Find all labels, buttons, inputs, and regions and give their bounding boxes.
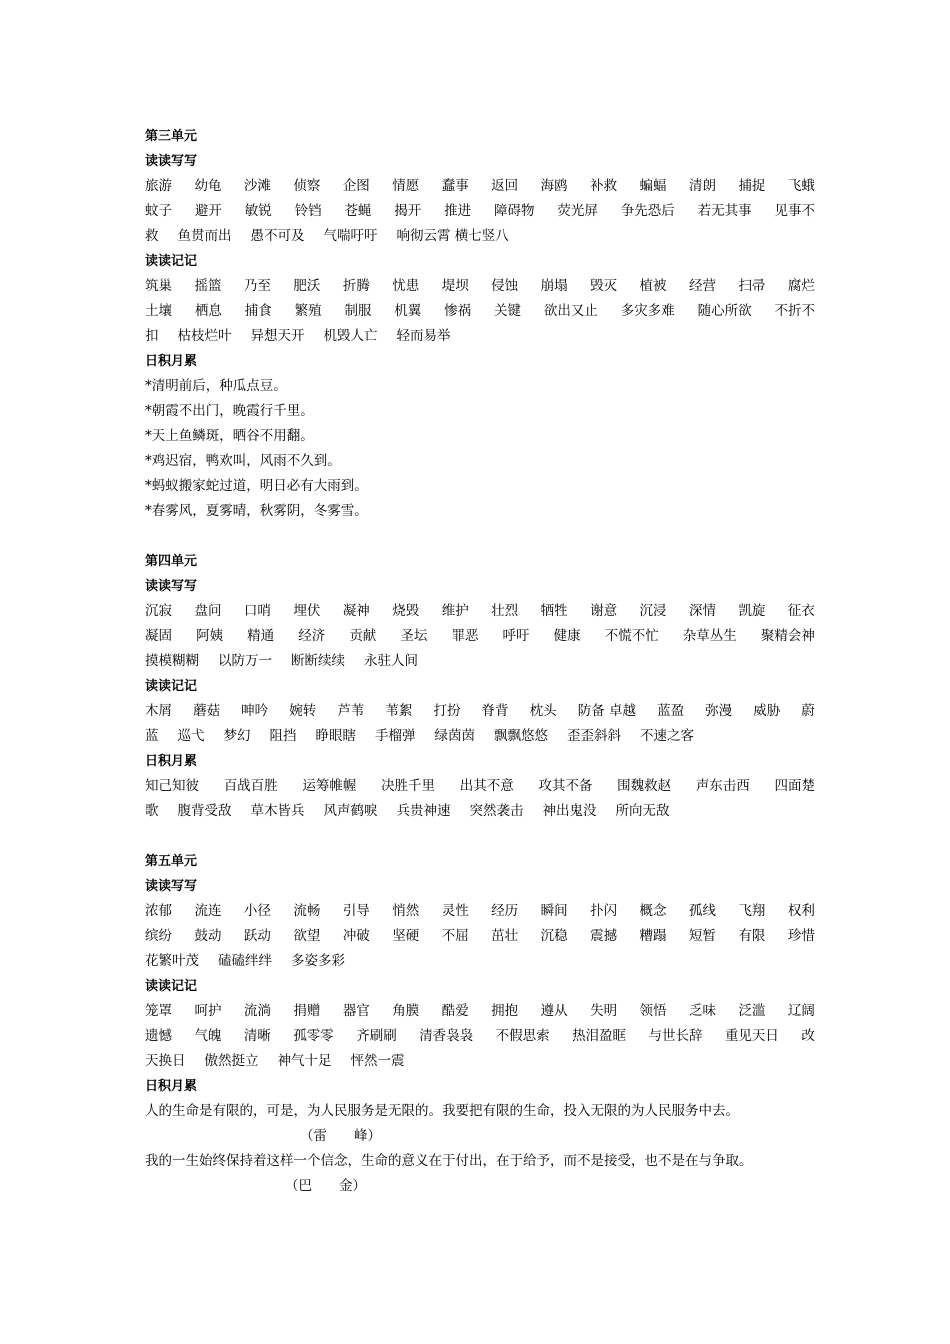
vocab-word: 障碍物: [494, 203, 535, 219]
vocab-word: 烧毁: [392, 603, 420, 619]
vocab-word: 捐赠: [293, 1003, 321, 1019]
section-heading: 读读记记: [145, 254, 198, 269]
vocab-word: 短暂: [688, 928, 716, 944]
vocab-word: 概念: [639, 903, 667, 919]
vocab-word: 神出鬼没: [542, 803, 597, 819]
vocab-word: 飞翔: [738, 903, 766, 919]
vocab-word: 器官: [342, 1003, 370, 1019]
vocab-word: 傲然挺立: [204, 1053, 259, 1069]
vocab-word: 领悟: [639, 1003, 667, 1019]
vocab-word: 扣: [145, 328, 159, 344]
word-row: [145, 324, 815, 349]
vocab-word: 茁壮: [491, 928, 519, 944]
vocab-word: 呵护: [194, 1003, 222, 1019]
vocab-word: 苇絮: [385, 703, 413, 719]
vocab-word: 孤线: [688, 903, 716, 919]
vocab-word: 神气十足: [277, 1053, 332, 1069]
vocab-word: 救: [145, 228, 159, 244]
vocab-word: 百战百胜: [223, 778, 278, 794]
vocab-word: 磕磕绊绊: [218, 953, 272, 969]
vocab-word: 围魏救赵: [617, 778, 672, 794]
text-line: 人的生命是有限的，可是，为人民服务是无限的。我要把有限的生命，投入无限的为人民服务中去。: [145, 1103, 739, 1119]
text-line: *鸡迟宿，鸭欢叫，风雨不久到。: [145, 453, 341, 469]
vocab-word: 凝神: [342, 603, 370, 619]
vocab-word: 精通: [247, 628, 275, 644]
vocab-word: 打扮: [433, 703, 461, 719]
vocab-word: 角膜: [392, 1003, 420, 1019]
vocab-word: 捕食: [244, 303, 272, 319]
section-heading: 日积月累: [145, 354, 198, 369]
vocab-word: 蔚: [801, 703, 815, 719]
word-row: [145, 199, 815, 224]
word-row: [145, 649, 815, 674]
vocab-word: 机毁人亡: [323, 328, 378, 344]
vocab-word: 土壤: [145, 303, 172, 319]
vocab-word: 气魄: [194, 1028, 222, 1044]
vocab-word: 深情: [688, 603, 716, 619]
word-row: [145, 1024, 815, 1049]
word-row: [145, 599, 815, 624]
vocab-word: 绿茵茵: [434, 728, 475, 744]
section-heading: 日积月累: [145, 754, 198, 769]
vocab-word: 捕捉: [738, 178, 766, 194]
vocab-word: 植被: [639, 278, 667, 294]
vocab-word: 天换日: [145, 1053, 186, 1069]
section-heading: 读读写写: [145, 579, 198, 594]
vocab-word: 阿姨: [196, 628, 224, 644]
vocab-word: 铃铛: [294, 203, 322, 219]
vocab-word: 若无其事: [697, 203, 752, 219]
vocab-word: 蘑菇: [193, 703, 221, 719]
vocab-word: 机翼: [394, 303, 422, 319]
section-heading: 读读记记: [145, 979, 198, 994]
vocab-word: 突然袭击: [469, 803, 524, 819]
vocab-word: 草木皆兵: [250, 803, 305, 819]
text-line: *天上鱼鳞斑，晒谷不用翻。: [145, 428, 314, 444]
vocab-word: 震撼: [590, 928, 618, 944]
vocab-word: 愚不可及: [250, 228, 305, 244]
vocab-word: 不速之客: [640, 728, 694, 744]
word-row: [145, 774, 815, 799]
vocab-word: 苍蝇: [344, 203, 372, 219]
vocab-word: 杂草丛生: [682, 628, 737, 644]
vocab-word: 拥抱: [491, 1003, 519, 1019]
text-line: （巴 金）: [285, 1178, 366, 1194]
vocab-word: 怦然一震: [350, 1053, 405, 1069]
vocab-word: 蓝: [145, 728, 159, 744]
vocab-word: 摸模糊糊: [145, 653, 199, 669]
vocab-word: 木屑: [145, 703, 172, 719]
vocab-word: 流淌: [243, 1003, 271, 1019]
vocab-word: 腹背受敌: [177, 803, 232, 819]
unit-title: 第三单元: [145, 129, 198, 144]
vocab-word: 气喘吁吁: [323, 228, 378, 244]
vocab-word: 牺牲: [540, 603, 568, 619]
vocab-word: 揭开: [394, 203, 422, 219]
vocab-word: 口哨: [243, 603, 271, 619]
vocab-word: 鼓动: [194, 928, 222, 944]
vocab-word: 辽阔: [787, 1003, 815, 1019]
vocab-word: 以防万一: [218, 653, 272, 669]
vocab-word: 忧患: [392, 278, 420, 294]
vocab-word: 跃动: [243, 928, 271, 944]
vocab-word: 推进: [444, 203, 472, 219]
vocab-word: 清朗: [688, 178, 716, 194]
vocab-word: 扑闪: [590, 903, 618, 919]
vocab-word: 乏味: [688, 1003, 716, 1019]
vocab-word: 沙滩: [243, 178, 271, 194]
vocab-word: 灵性: [441, 903, 469, 919]
vocab-word: 轻而易举: [396, 328, 451, 344]
vocab-word: 聚精会神: [760, 628, 815, 644]
text-line: 我的一生始终保持着这样一个信念，生命的意义在于付出，在于给予，而不是接受，也不是在与争取。: [145, 1153, 753, 1169]
vocab-word: 齐刷刷: [356, 1028, 397, 1044]
vocab-word: 企图: [342, 178, 370, 194]
vocab-word: 不慌不忙: [604, 628, 659, 644]
vocab-word: 决胜千里: [381, 778, 436, 794]
vocab-word: 巡弋: [177, 728, 205, 744]
text-line: （雷 峰）: [300, 1128, 381, 1144]
vocab-word: 制服: [344, 303, 372, 319]
vocab-word: 腐烂: [787, 278, 815, 294]
word-row: [145, 1049, 815, 1074]
vocab-word: 糟蹋: [639, 928, 667, 944]
vocab-word: 堤坝: [441, 278, 469, 294]
vocab-word: 引导: [342, 903, 370, 919]
vocab-word: 圣坛: [400, 628, 428, 644]
vocab-word: 沉寂: [145, 603, 172, 619]
vocab-word: 征衣: [787, 603, 815, 619]
vocab-word: 攻其不备: [538, 778, 593, 794]
vocab-word: 梦幻: [223, 728, 251, 744]
vocab-word: 遵从: [540, 1003, 568, 1019]
unit-title: 第五单元: [145, 854, 198, 869]
vocab-word: 阻挡: [269, 728, 297, 744]
document: [145, 124, 815, 1199]
vocab-word: 惨祸: [444, 303, 472, 319]
text-line: *春雾风，夏雾晴，秋雾阴，冬雾雪。: [145, 503, 368, 519]
vocab-word: 异想天开: [250, 328, 305, 344]
vocab-word: 所向无敌: [615, 803, 670, 819]
vocab-word: 流连: [194, 903, 222, 919]
vocab-word: 情愿: [392, 178, 420, 194]
vocab-word: 维护: [441, 603, 469, 619]
vocab-word: 断断续续: [291, 653, 345, 669]
word-row: [145, 624, 815, 649]
vocab-word: 改: [801, 1028, 815, 1044]
vocab-word: 笼罩: [145, 1003, 172, 1019]
vocab-word: 遗憾: [145, 1028, 172, 1044]
vocab-word: 罪恶: [451, 628, 479, 644]
vocab-word: 经历: [491, 903, 519, 919]
vocab-word: 悄然: [392, 903, 420, 919]
vocab-word: 枯枝烂叶: [177, 328, 232, 344]
word-row: [145, 174, 815, 199]
vocab-word: 蝙蝠: [639, 178, 667, 194]
vocab-word: 威胁: [753, 703, 781, 719]
word-row: [145, 224, 815, 249]
vocab-word: 清晰: [243, 1028, 271, 1044]
vocab-word: 出其不意: [459, 778, 514, 794]
vocab-word: 侵蚀: [491, 278, 519, 294]
vocab-word: 流畅: [293, 903, 321, 919]
vocab-word: 婉转: [289, 703, 317, 719]
vocab-word: 侦察: [293, 178, 321, 194]
vocab-word: 多灾多难: [620, 303, 675, 319]
vocab-word: 弥漫: [705, 703, 733, 719]
unit-title: 第四单元: [145, 554, 198, 569]
vocab-word: 避开: [194, 203, 222, 219]
vocab-word: 折腾: [342, 278, 370, 294]
word-row: [145, 999, 815, 1024]
vocab-word: 孤零零: [293, 1028, 334, 1044]
vocab-word: 欲出又止: [543, 303, 598, 319]
vocab-word: 不假思索: [495, 1028, 550, 1044]
vocab-word: 经营: [688, 278, 716, 294]
vocab-word: 摇篮: [194, 278, 222, 294]
section-heading: 日积月累: [145, 1079, 198, 1094]
vocab-word: 飘飘悠悠: [494, 728, 548, 744]
vocab-word: 随心所欲: [697, 303, 752, 319]
vocab-word: 鱼贯而出: [177, 228, 232, 244]
vocab-word: 与世长辞: [648, 1028, 703, 1044]
vocab-word: 清香袅袅: [419, 1028, 474, 1044]
vocab-word: 崩塌: [540, 278, 568, 294]
text-line: *清明前后，种瓜点豆。: [145, 378, 287, 394]
vocab-word: 筑巢: [145, 278, 172, 294]
vocab-word: 手榴弹: [375, 728, 416, 744]
vocab-word: 幼龟: [194, 178, 222, 194]
word-row: [145, 799, 815, 824]
word-row: [145, 899, 815, 924]
vocab-word: 芦苇: [337, 703, 365, 719]
vocab-word: 声东击西: [695, 778, 750, 794]
vocab-word: 呻吟: [241, 703, 269, 719]
vocab-word: 浓郁: [145, 903, 172, 919]
vocab-word: 防备 卓越: [577, 703, 636, 719]
vocab-word: 泛滥: [738, 1003, 766, 1019]
vocab-word: 坚硬: [392, 928, 420, 944]
word-row: [145, 924, 815, 949]
vocab-word: 蚊子: [145, 203, 172, 219]
vocab-word: 飞蛾: [787, 178, 815, 194]
text-line: *蚂蚁搬家蛇过道，明日必有大雨到。: [145, 478, 368, 494]
vocab-word: 蓝盈: [657, 703, 685, 719]
vocab-word: 荧光屏: [557, 203, 598, 219]
vocab-word: 肥沃: [293, 278, 321, 294]
vocab-word: 热泪盈眶: [572, 1028, 627, 1044]
vocab-word: 缤纷: [145, 928, 172, 944]
vocab-word: 健康: [553, 628, 581, 644]
vocab-word: 睁眼瞎: [315, 728, 356, 744]
vocab-word: 不折不: [774, 303, 815, 319]
vocab-word: 多姿多彩: [291, 953, 345, 969]
vocab-word: 沉浸: [639, 603, 667, 619]
vocab-word: 冲破: [342, 928, 370, 944]
vocab-word: 经济: [298, 628, 326, 644]
vocab-word: 埋伏: [293, 603, 321, 619]
text-line: *朝霞不出门，晚霞行千里。: [145, 403, 314, 419]
vocab-word: 花繁叶茂: [145, 953, 199, 969]
vocab-word: 乃至: [243, 278, 271, 294]
vocab-word: 权利: [787, 903, 815, 919]
vocab-word: 凝固: [145, 628, 172, 644]
vocab-word: 知己知彼: [145, 778, 199, 794]
vocab-word: 兵贵神速: [396, 803, 451, 819]
vocab-word: 敏锐: [244, 203, 272, 219]
vocab-word: 风声鹤唳: [323, 803, 378, 819]
vocab-word: 欲望: [293, 928, 321, 944]
vocab-word: 壮烈: [491, 603, 519, 619]
vocab-word: 谢意: [590, 603, 618, 619]
vocab-word: 繁殖: [294, 303, 322, 319]
vocab-word: 四面楚: [774, 778, 815, 794]
vocab-word: 脊背: [481, 703, 509, 719]
vocab-word: 补救: [590, 178, 618, 194]
vocab-word: 珍惜: [787, 928, 815, 944]
vocab-word: 失明: [590, 1003, 618, 1019]
section-heading: 读读写写: [145, 879, 198, 894]
word-row: [145, 949, 815, 974]
section-heading: 读读记记: [145, 679, 198, 694]
vocab-word: 呼吁: [502, 628, 530, 644]
vocab-word: 见事不: [774, 203, 815, 219]
word-row: [145, 274, 815, 299]
vocab-word: 旅游: [145, 178, 172, 194]
vocab-word: 盘问: [194, 603, 222, 619]
spacer: [145, 524, 815, 549]
vocab-word: 不屈: [441, 928, 469, 944]
vocab-word: 蠢事: [441, 178, 469, 194]
vocab-word: 重见天日: [724, 1028, 779, 1044]
spacer: [145, 824, 815, 849]
vocab-word: 永驻人间: [364, 653, 418, 669]
section-heading: 读读写写: [145, 154, 198, 169]
vocab-word: 酷爱: [441, 1003, 469, 1019]
vocab-word: 扫帚: [738, 278, 766, 294]
vocab-word: 关键: [494, 303, 522, 319]
vocab-word: 栖息: [194, 303, 222, 319]
word-row: [145, 724, 815, 749]
vocab-word: 响彻云霄 横七竖八: [396, 228, 509, 244]
vocab-word: 枕头: [529, 703, 557, 719]
vocab-word: 小径: [243, 903, 271, 919]
vocab-word: 有限: [738, 928, 766, 944]
word-row: [145, 299, 815, 324]
vocab-word: 歌: [145, 803, 159, 819]
vocab-word: 沉稳: [540, 928, 568, 944]
vocab-word: 争先恐后: [620, 203, 675, 219]
vocab-word: 贡献: [349, 628, 377, 644]
word-row: [145, 699, 815, 724]
vocab-word: 歪歪斜斜: [567, 728, 621, 744]
vocab-word: 海鸥: [540, 178, 568, 194]
vocab-word: 毁灭: [590, 278, 618, 294]
vocab-word: 返回: [491, 178, 519, 194]
vocab-word: 凯旋: [738, 603, 766, 619]
vocab-word: 运筹帷幄: [302, 778, 357, 794]
vocab-word: 瞬间: [540, 903, 568, 919]
